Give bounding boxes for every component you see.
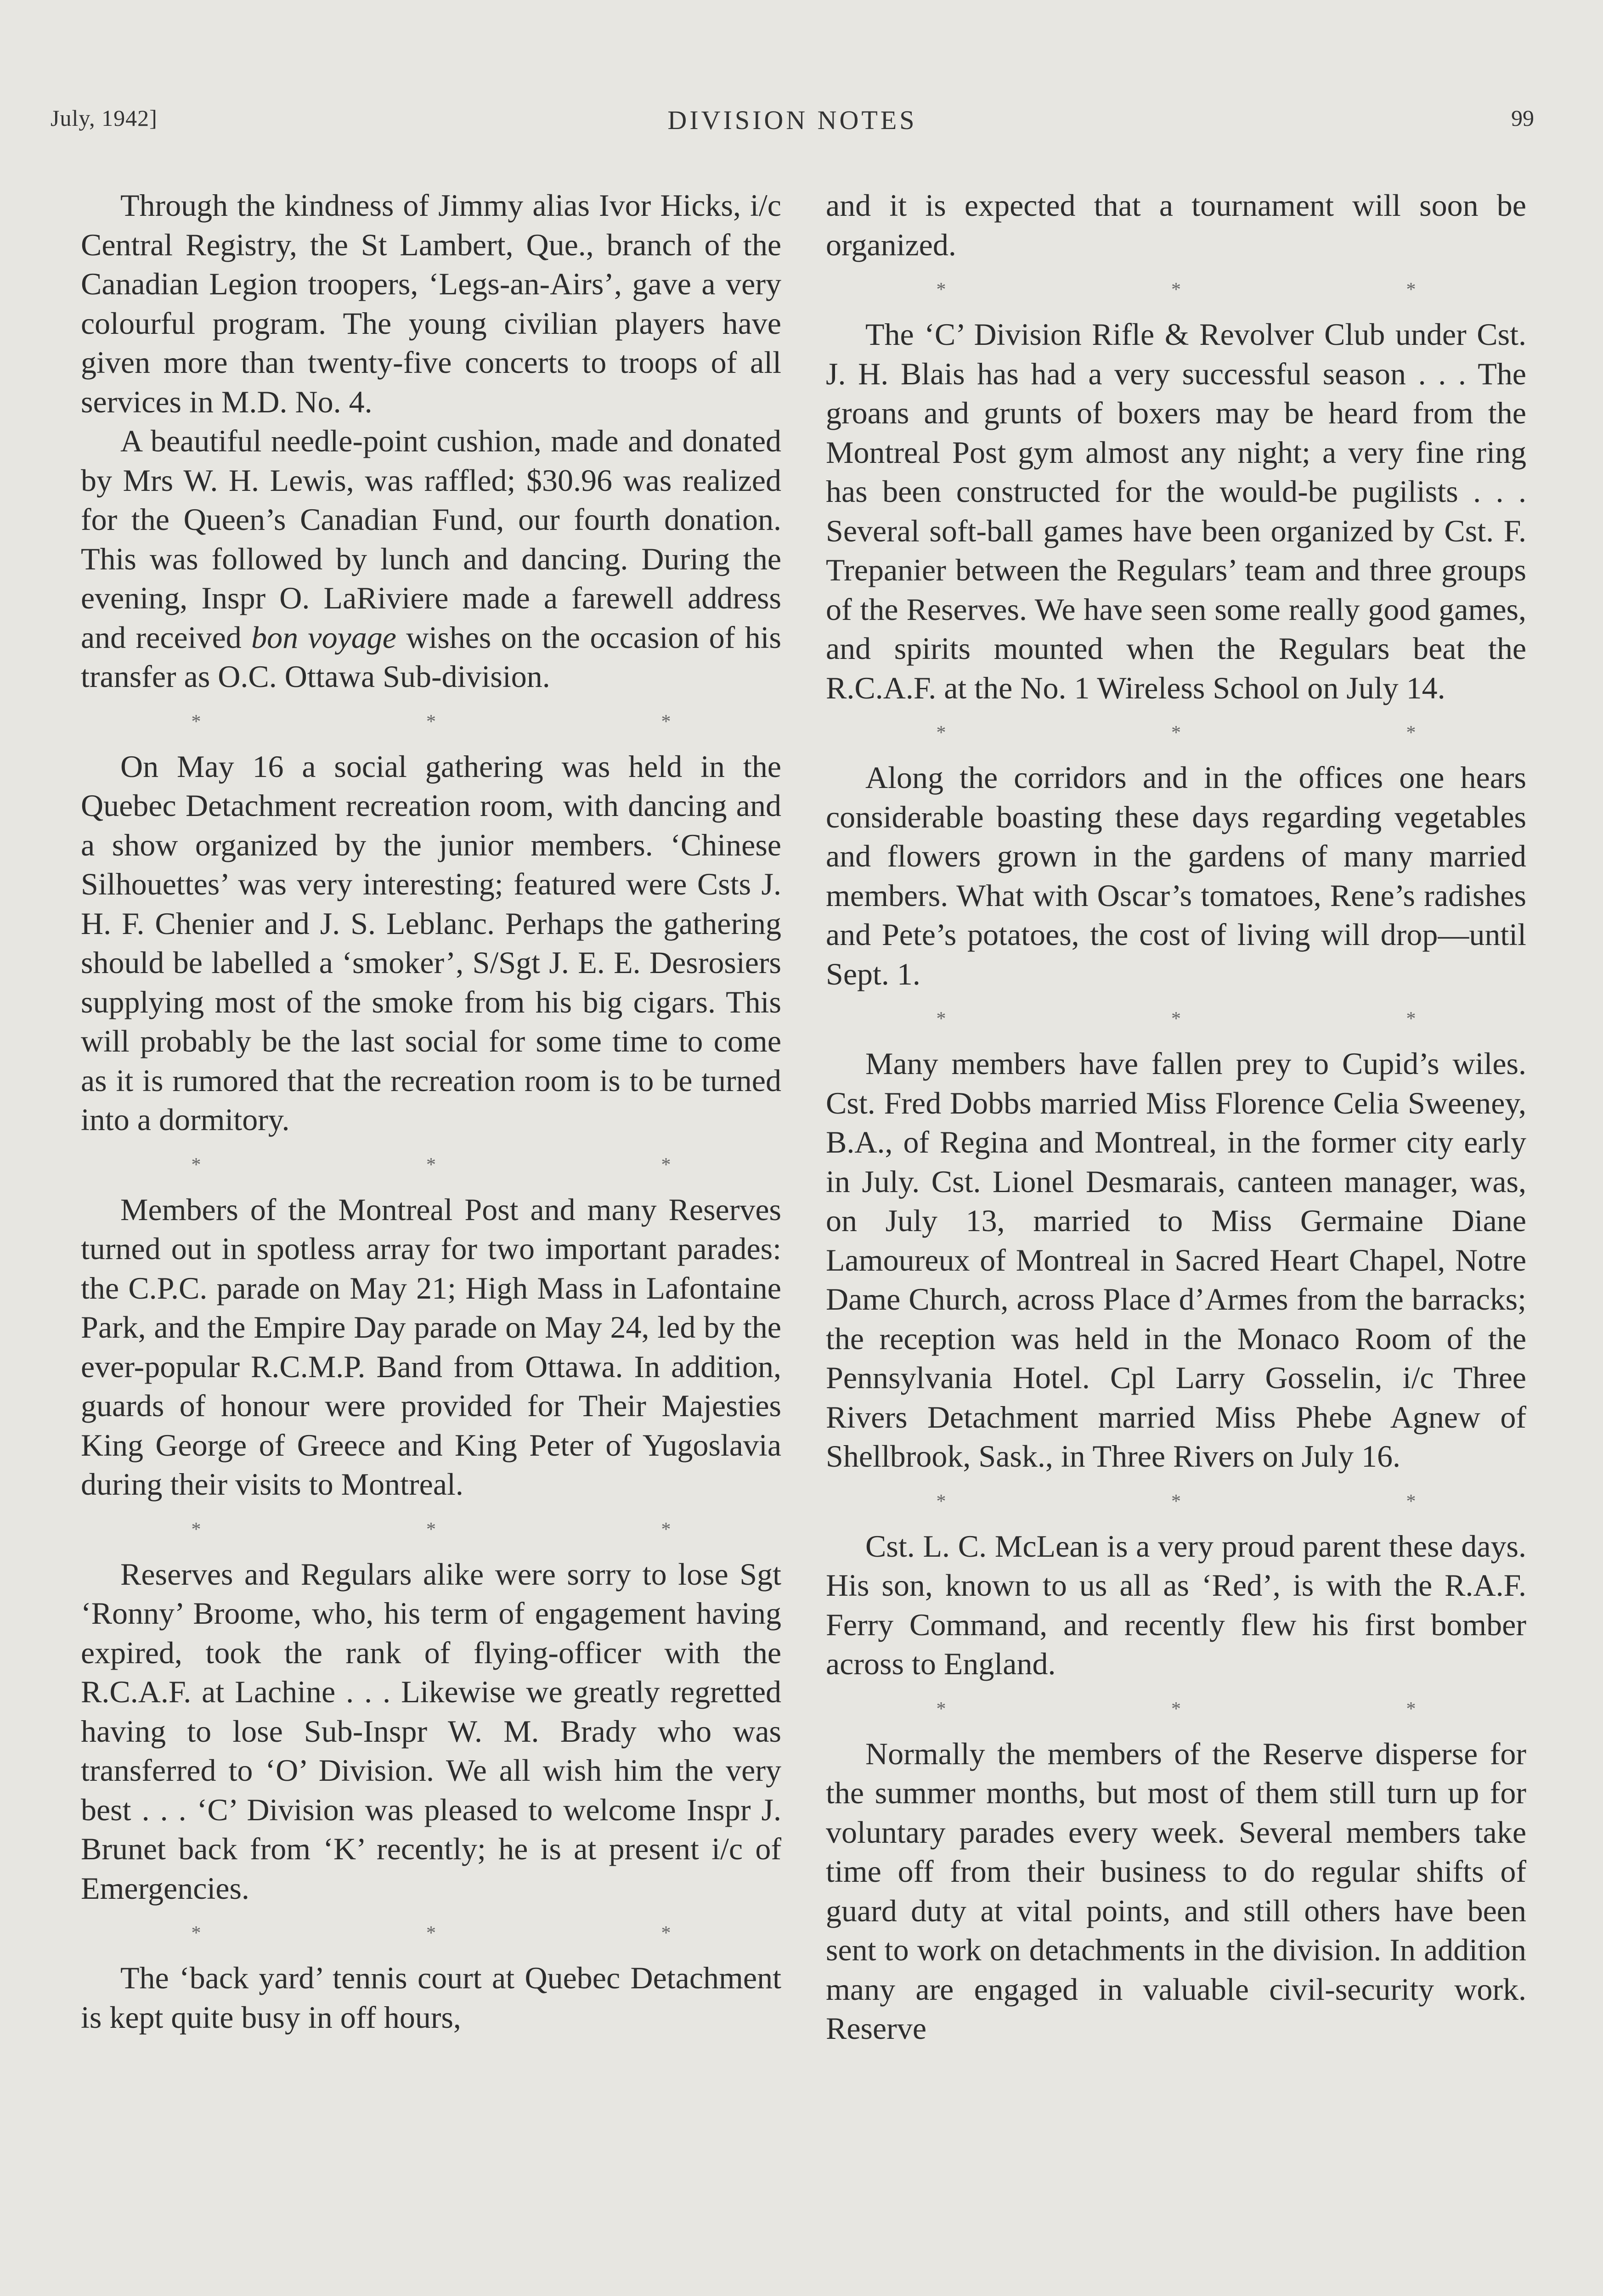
paragraph-gardens: Along the corridors and in the offices one hears considerable boasting these days regarding vegetables and flowers grown in the gardens of many married members. What with Oscar’s tomatoes, Rene’s radishes and Pete’s potatoes, the cost of living will drop—until Sept. 1. (826, 760, 1526, 991)
running-header (51, 105, 1534, 151)
paragraph-social-gathering: On May 16 a social gathering was held in the Quebec Detachment recreation room, with dancing and a show organized by the junior members. ‘Chinese Silhouettes’ was very interesting; featured were Csts J. H. F. Chenier and J. S. Leblanc. Perhaps the gathering should be labelled a ‘smoker’, S/Sgt J. E. E. Desrosiers supplying most of the smoke from his big cigars. This will probably be the last social for some time to come as it is rumored that the recreation room is to be turned into a dormitory. (81, 748, 781, 1137)
paragraph-cushion-raffle (81, 422, 781, 697)
section-separator: * * * (191, 1154, 781, 1176)
section-separator: * * * (936, 1698, 1526, 1720)
left-column (81, 186, 781, 2037)
section-separator: * * * (191, 1519, 781, 1540)
paragraph-proud-parent: Cst. L. C. McLean is a very proud parent these days. His son, known to us all as ‘Red’, is with the R.A.F. Ferry Command, and recently flew his first bomber across to England. (826, 1528, 1526, 1681)
paragraph-reserve-duties: Normally the members of the Reserve disperse for the summer months, but most of them still turn up for voluntary parades every week. Several members take time off from their business to do regular shifts of guard duty at vital points, and still others have been sent to work on detachments in the division. In addition many are engaged in valuable civil-security work. Reserve (826, 1736, 1526, 2046)
paragraph-transfers: Reserves and Regulars alike were sorry to lose Sgt ‘Ronny’ Broome, who, his term of engagement having expired, took the rank of flying-officer with the R.C.A.F. at Lachine . . . Likewise we greatly regretted having to lose Sub-Inspr W. M. Brady who was transferred to ‘O’ Division. We all wish him the very best . . . ‘C’ Division was pleased to welcome Inspr J. Brunet back from ‘K’ recently; he is at present i/c of Emergencies. (81, 1556, 781, 1906)
paragraph-tennis-continued: and it is expected that a tournament will soon be organized. (826, 188, 1526, 262)
paragraph-text: A beautiful needle-point cushion, made and donated by Mrs W. H. Lewis, was raffled; $30.96 was realized for the Queen’s Canadian Fund, our fourth donation. This was followed by lunch and dancing. During the evening, Inspr O. LaRiviere made a farewell address and received (81, 423, 781, 655)
paragraph-legion-troopers: Through the kindness of Jimmy alias Ivor Hicks, i/c Central Registry, the St Lambert, Que., branch of the Canadian Legion troopers, ‘Legs-an-Airs’, gave a very colourful program. The young civilian players have given more than twenty-five concerts to troops of all services in M.D. No. 4. (81, 188, 781, 419)
issue-date: July, 1942] (51, 105, 158, 131)
italic-phrase: bon voyage (251, 619, 396, 655)
section-separator: * * * (191, 1923, 781, 1944)
paragraph-text: wishes on the occasion of his transfer as O.C. Ottawa Sub-division. (81, 619, 781, 694)
right-column (826, 186, 1526, 2048)
section-separator: * * * (936, 1008, 1526, 1030)
paragraph-marriages: Many members have fallen prey to Cupid’s wiles. Cst. Fred Dobbs married Miss Florence Celia Sweeney, B.A., of Regina and Montreal, in the former city early in July. Cst. Lionel Desmarais, canteen manager, was, on July 13, married to Miss Germaine Diane Lamoureux of Montreal in Sacred Heart Chapel, Notre Dame Church, across Place d’Armes from the barracks; the reception was held in the Monaco Room of the Pennsylvania Hotel. Cpl Larry Gosselin, i/c Three Rivers Detachment married Miss Phebe Agnew of Shellbrook, Sask., in Three Rivers on July 16. (826, 1046, 1526, 1474)
section-separator: * * * (936, 1491, 1526, 1512)
paragraph-parades: Members of the Montreal Post and many Reserves turned out in spotless array for two important parades: the C.P.C. parade on May 21; High Mass in Lafontaine Park, and the Empire Day parade on May 24, led by the ever-popular R.C.M.P. Band from Ottawa. In addition, guards of honour were provided for Their Majesties King George of Greece and King Peter of Yugoslavia during their visits to Montreal. (81, 1192, 781, 1502)
paragraph-rifle-club: The ‘C’ Division Rifle & Revolver Club under Cst. J. H. Blais has had a very successful season . . . The groans and grunts of boxers may be heard from the Montreal Post gym almost any night; a very fine ring has been constructed for the would-be pugilists . . . Several soft-ball games have been organized by Cst. F. Trepanier between the Regulars’ team and three groups of the Reserves. We have seen some really good games, and spirits mounted when the Regulars beat the R.C.A.F. at the No. 1 Wireless School on July 14. (826, 317, 1526, 705)
section-separator: * * * (191, 711, 781, 732)
page-number: 99 (1511, 105, 1534, 131)
section-separator: * * * (936, 722, 1526, 743)
paragraph-tennis-court: The ‘back yard’ tennis court at Quebec Detachment is kept quite busy in off hours, (81, 1960, 781, 2035)
section-separator: * * * (936, 279, 1526, 300)
section-title: DIVISION NOTES (667, 105, 917, 135)
